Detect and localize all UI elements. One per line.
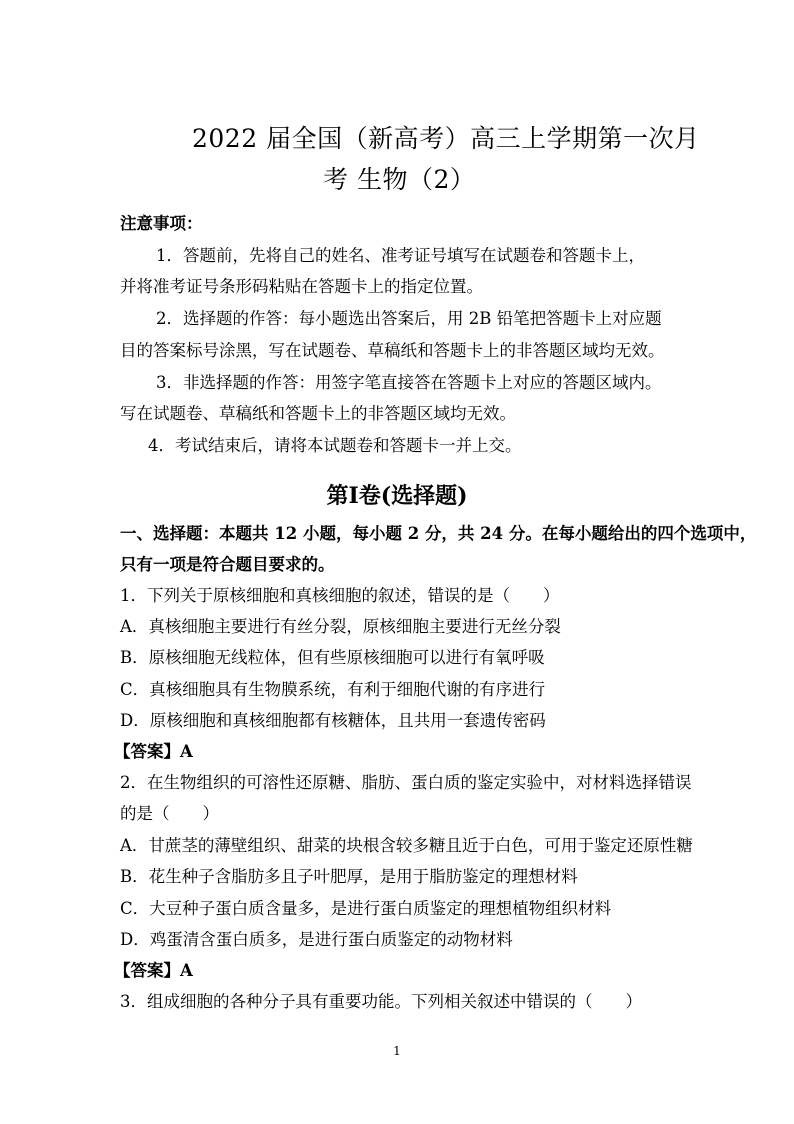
question-2-option-d: D．鸡蛋清含蛋白质多，是进行蛋白质鉴定的动物材料 <box>120 930 513 949</box>
notice-line: 并将准考证号条形码粘贴在答题卡上的指定位置。 <box>120 277 483 296</box>
notice-line: 2．选择题的作答：每小题选出答案后，用 2B 铅笔把答题卡上对应题 <box>156 309 662 328</box>
question-2-stem: 2．在生物组织的可溶性还原糖、脂肪、蛋白质的鉴定实验中，对材料选择错误 <box>120 773 692 792</box>
section-instruction-line: 只有一项是符合题目要求的。 <box>120 555 335 574</box>
document-title-line-1: 2022 届全国（新高考）高三上学期第一次月 <box>192 124 700 153</box>
question-2-stem-continued: 的是（ ） <box>120 804 219 823</box>
notice-line: 1．答题前，先将自己的姓名、准考证号填写在试题卷和答题卡上， <box>156 246 645 265</box>
notice-line: 3．非选择题的作答：用签字笔直接答在答题卡上对应的答题区域内。 <box>156 373 662 392</box>
question-2-option-b: B．花生种子含脂肪多且子叶肥厚，是用于脂肪鉴定的理想材料 <box>120 867 578 886</box>
question-1-option-c: C．真核细胞具有生物膜系统，有利于细胞代谢的有序进行 <box>120 680 546 699</box>
document-title-line-2: 考 生物（2） <box>323 165 476 194</box>
notice-heading: 注意事项： <box>120 214 203 233</box>
section-instruction-line: 一、选择题：本题共 12 小题，每小题 2 分，共 24 分。在每小题给出的四个选项中， <box>120 524 757 543</box>
section-title: 第Ⅰ卷(选择题) <box>326 483 468 509</box>
notice-line: 4．考试结束后，请将本试题卷和答题卡一并上交。 <box>148 436 522 455</box>
notice-line: 写在试题卷、草稿纸和答题卡上的非答题区域均无效。 <box>120 404 516 423</box>
question-1-option-a: A．真核细胞主要进行有丝分裂，原核细胞主要进行无丝分裂 <box>120 617 561 636</box>
question-2-option-a: A．甘蔗茎的薄壁组织、甜菜的块根含较多糖且近于白色，可用于鉴定还原性糖 <box>120 836 693 855</box>
question-2-answer: 【答案】A <box>114 961 193 980</box>
page-number: 1 <box>393 1044 401 1058</box>
question-2-option-c: C．大豆种子蛋白质含量多，是进行蛋白质鉴定的理想植物组织材料 <box>120 899 612 918</box>
question-1-answer: 【答案】A <box>114 742 193 761</box>
question-3-stem: 3．组成细胞的各种分子具有重要功能。下列相关叙述中错误的（ ） <box>120 992 642 1011</box>
notice-line: 目的答案标号涂黑，写在试题卷、草稿纸和答题卡上的非答题区域均无效。 <box>120 341 665 360</box>
question-1-option-b: B．原核细胞无线粒体，但有些原核细胞可以进行有氧呼吸 <box>120 648 545 667</box>
question-1-option-d: D．原核细胞和真核细胞都有核糖体，且共用一套遗传密码 <box>120 711 546 730</box>
question-1-stem: 1．下列关于原核细胞和真核细胞的叙述，错误的是（ ） <box>120 586 560 605</box>
